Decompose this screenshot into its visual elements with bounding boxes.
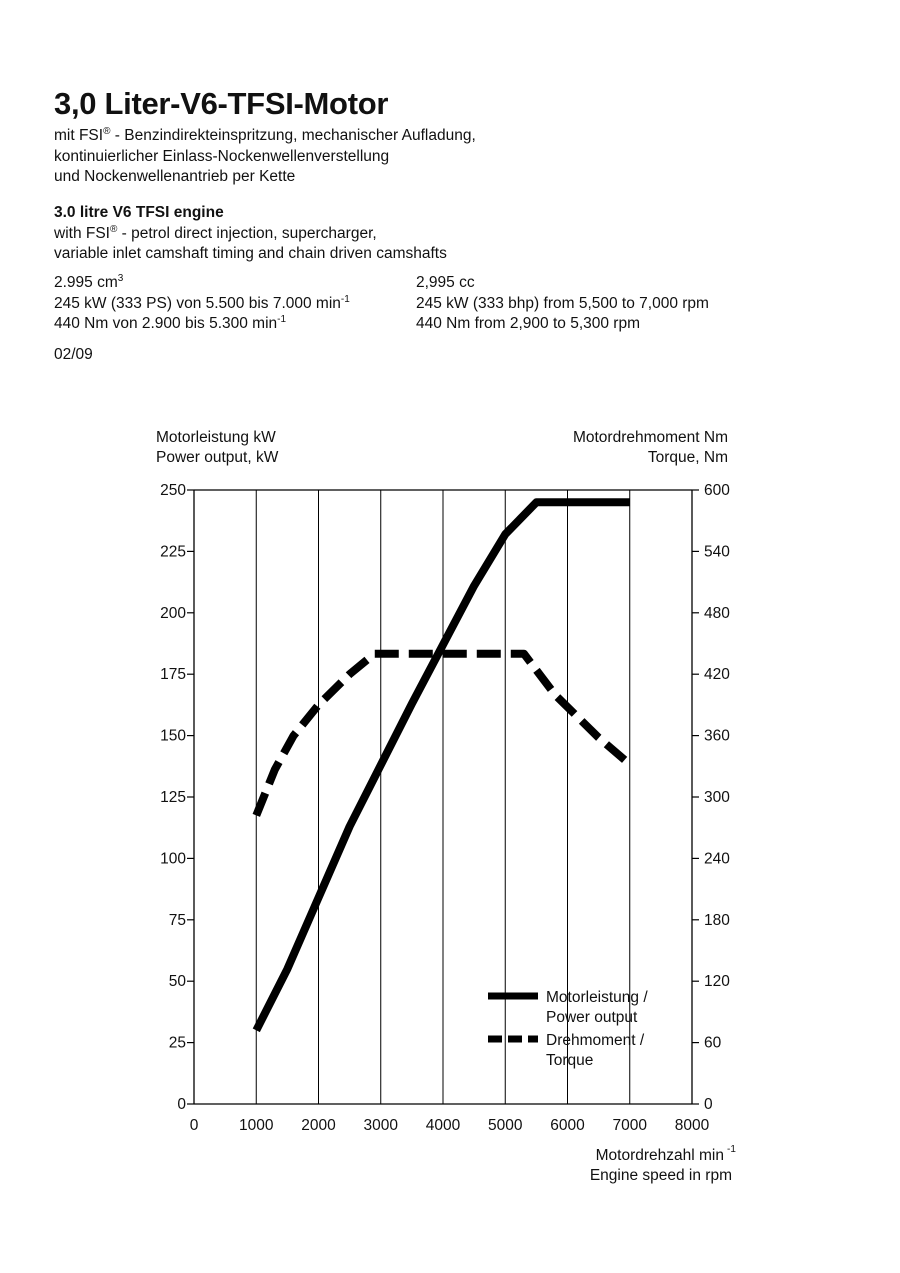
- spec-power-de-sup: -1: [340, 293, 350, 305]
- chart-tick-labels: [160, 482, 730, 1134]
- spec-torque-de-text: 440 Nm von 2.900 bis 5.300 min: [54, 315, 278, 332]
- x-tick-label-6000: 6000: [550, 1117, 585, 1134]
- spec-power-en: 245 kW (333 bhp) from 5,500 to 7,000 rpm: [416, 294, 709, 312]
- left-axis-label-de: Motorleistung kW: [156, 429, 276, 446]
- german-fsi-text: mit FSI: [54, 127, 104, 144]
- right-tick-label-300: 300: [704, 789, 730, 806]
- registered-mark: ®: [103, 125, 111, 137]
- page-title: 3,0 Liter-V6-TFSI-Motor: [54, 86, 389, 121]
- spec-displacement-de-sup: 3: [117, 272, 124, 284]
- left-tick-label-150: 150: [160, 727, 186, 745]
- chart-axis-labels: [156, 429, 736, 1184]
- left-tick-label-175: 175: [160, 666, 186, 684]
- german-description-rest: - Benzindirekteinspritzung, mechanischer Aufladung,: [110, 127, 476, 144]
- x-tick-label-1000: 1000: [239, 1117, 274, 1134]
- left-tick-label-200: 200: [160, 604, 186, 622]
- spec-displacement-en: 2,995 cc: [416, 274, 475, 291]
- x-tick-label-2000: 2000: [301, 1117, 336, 1134]
- right-tick-label-60: 60: [704, 1034, 722, 1052]
- left-tick-label-100: 100: [160, 850, 186, 868]
- right-tick-label-600: 600: [704, 482, 730, 499]
- x-axis-label-en: Engine speed in rpm: [589, 1167, 732, 1184]
- right-tick-label-480: 480: [704, 604, 730, 622]
- right-tick-label-420: 420: [704, 666, 730, 684]
- right-tick-label-120: 120: [704, 973, 730, 991]
- right-tick-label-0: 0: [704, 1096, 713, 1113]
- x-axis-label-sup: -1: [727, 1144, 736, 1155]
- legend-label-2-line-1: Drehmoment /: [546, 1032, 645, 1049]
- english-fsi-text: with FSI: [54, 224, 110, 242]
- x-tick-label-8000: 8000: [674, 1117, 710, 1134]
- x-axis-label-de: Motordrehzahl min: [595, 1147, 724, 1164]
- right-tick-label-180: 180: [704, 911, 730, 929]
- x-tick-label-4000: 4000: [425, 1117, 461, 1134]
- spec-displacement-de-text: 2.995 cm: [54, 274, 118, 291]
- legend-label-1-line-1: Motorleistung /: [546, 989, 648, 1006]
- english-description-line-2: variable inlet camshaft timing and chain driven camshafts: [54, 245, 447, 262]
- x-tick-label-5000: 5000: [488, 1117, 523, 1134]
- x-tick-label-3000: 3000: [363, 1117, 398, 1134]
- x-tick-label-0: 0: [189, 1117, 199, 1134]
- english-description-rest: - petrol direct injection, supercharger,: [117, 224, 377, 242]
- left-tick-label-25: 25: [168, 1034, 186, 1052]
- legend-label-2-line-2: Torque: [546, 1052, 594, 1069]
- right-axis-label-en: Torque, Nm: [647, 449, 728, 466]
- left-tick-label-75: 75: [168, 911, 186, 929]
- right-tick-label-360: 360: [704, 727, 730, 745]
- legend-label-1-line-2: Power output: [546, 1009, 638, 1026]
- chart-legend: [488, 989, 648, 1069]
- registered-mark: ®: [109, 223, 118, 235]
- x-tick-label-7000: 7000: [612, 1117, 647, 1134]
- spec-torque-en: 440 Nm from 2,900 to 5,300 rpm: [416, 315, 641, 332]
- date-code: 02/09: [54, 346, 93, 363]
- right-axis-label-de: Motordrehmoment Nm: [572, 429, 728, 446]
- left-tick-label-125: 125: [160, 789, 186, 806]
- right-tick-label-240: 240: [704, 850, 730, 868]
- left-tick-label-225: 225: [160, 543, 186, 561]
- german-description-line-2: kontinuierlicher Einlass-Nockenwellenverstellung: [54, 147, 390, 165]
- left-axis-label-en: Power output, kW: [156, 449, 279, 466]
- english-heading: 3.0 litre V6 TFSI engine: [54, 204, 224, 221]
- right-tick-label-540: 540: [704, 543, 730, 561]
- german-description-line-3: und Nockenwellenantrieb per Kette: [54, 168, 296, 185]
- left-tick-label-0: 0: [177, 1096, 186, 1113]
- left-tick-label-50: 50: [168, 973, 186, 991]
- spec-power-de-text: 245 kW (333 PS) von 5.500 bis 7.000 min: [54, 294, 341, 312]
- spec-torque-de-sup: -1: [277, 313, 287, 325]
- left-tick-label-250: 250: [160, 482, 186, 499]
